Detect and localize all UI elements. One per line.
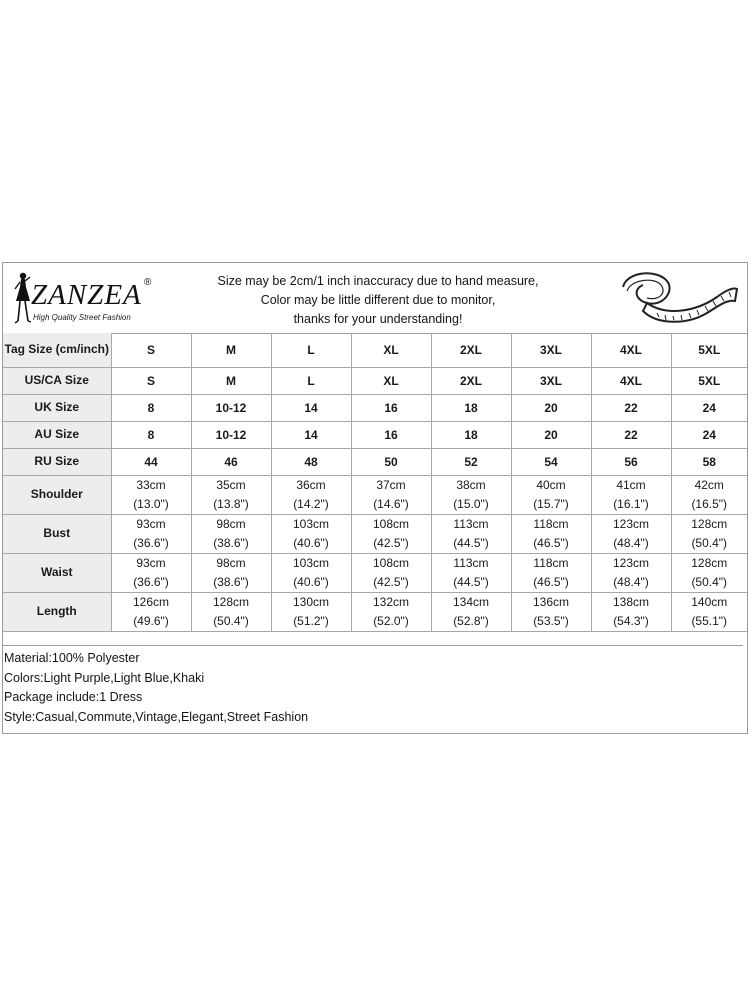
measure-cell	[191, 592, 271, 631]
ru-size-row	[3, 448, 747, 475]
fashion-figure-icon	[9, 271, 33, 325]
size-cell: S	[111, 367, 191, 394]
size-cell: 14	[271, 394, 351, 421]
cm-value: 128cm	[212, 594, 250, 609]
inch-value: (40.6")	[293, 574, 329, 589]
size-cell: 16	[351, 421, 431, 448]
cm-value: 118cm	[533, 555, 569, 570]
size-cell: 4XL	[591, 367, 671, 394]
size-cell: 8	[111, 421, 191, 448]
spec-style: Style:Casual,Commute,Vintage,Elegant,Street Fashion	[4, 709, 309, 724]
size-cell: 20	[511, 394, 591, 421]
size-header-cell: XL	[351, 333, 431, 367]
measure-cell	[591, 592, 671, 631]
size-cell: 24	[671, 394, 747, 421]
measure-cell	[431, 553, 511, 592]
notice-line: thanks for your understanding!	[293, 312, 463, 326]
notice-line: Size may be 2cm/1 inch inaccuracy due to hand measure,	[217, 274, 539, 288]
measure-cell	[671, 514, 747, 553]
spec-colors: Colors:Light Purple,Light Blue,Khaki	[4, 670, 205, 685]
size-cell: 20	[511, 421, 591, 448]
inch-value: (15.0")	[453, 496, 489, 511]
size-cell: 18	[431, 421, 511, 448]
row-label: RU Size	[3, 448, 111, 475]
row-label: US/CA Size	[3, 367, 111, 394]
inch-value: (46.5")	[533, 574, 569, 589]
measure-cell	[431, 475, 511, 514]
inch-value: (48.4")	[613, 535, 649, 550]
size-cell: 14	[271, 421, 351, 448]
size-cell: 46	[191, 448, 271, 475]
inch-value: (42.5")	[373, 574, 409, 589]
measure-cell	[511, 592, 591, 631]
measure-cell	[591, 514, 671, 553]
row-label: Waist	[3, 553, 111, 592]
row-label: Shoulder	[3, 475, 111, 514]
size-cell: XL	[351, 367, 431, 394]
us-ca-size-row	[3, 367, 747, 394]
cm-value: 98cm	[216, 555, 246, 570]
size-cell: 24	[671, 421, 747, 448]
brand-tagline: High Quality Street Fashion	[33, 313, 131, 322]
tag-size-label: Tag Size (cm/inch)	[3, 333, 111, 367]
inch-value: (40.6")	[293, 535, 329, 550]
size-cell: 58	[671, 448, 747, 475]
length-row	[3, 592, 747, 631]
cm-value: 42cm	[694, 477, 724, 492]
tag-size-row	[3, 333, 747, 367]
cm-value: 123cm	[612, 516, 650, 531]
size-cell: 10-12	[191, 394, 271, 421]
cm-value: 103cm	[292, 516, 330, 531]
measure-cell	[191, 475, 271, 514]
measure-cell	[351, 592, 431, 631]
spec-package: Package include:1 Dress	[4, 690, 143, 704]
size-header-cell: 3XL	[511, 333, 591, 367]
cm-value: 93cm	[136, 516, 166, 531]
cm-value: 113cm	[453, 555, 489, 570]
cm-value: 140cm	[691, 594, 728, 609]
size-header-cell: L	[271, 333, 351, 367]
cm-value: 103cm	[292, 555, 330, 570]
size-header-cell: 2XL	[431, 333, 511, 367]
size-header-cell: 5XL	[671, 333, 747, 367]
size-cell: 22	[591, 421, 671, 448]
inch-value: (55.1")	[691, 613, 728, 628]
measure-cell	[271, 553, 351, 592]
waist-row	[3, 553, 747, 592]
cm-value: 37cm	[376, 477, 406, 492]
measuring-tape-icon	[617, 267, 741, 329]
cm-value: 136cm	[532, 594, 570, 609]
inch-value: (38.6")	[213, 535, 249, 550]
inch-value: (42.5")	[373, 535, 409, 550]
accuracy-notice	[183, 272, 573, 329]
cm-value: 126cm	[132, 594, 170, 609]
inch-value: (36.6")	[133, 574, 169, 589]
inch-value: (50.4")	[691, 574, 728, 589]
inch-value: (44.5")	[453, 535, 489, 550]
size-cell: 52	[431, 448, 511, 475]
size-header-cell: S	[111, 333, 191, 367]
cm-value: 130cm	[292, 594, 330, 609]
inch-value: (14.6")	[373, 496, 409, 511]
size-cell: L	[271, 367, 351, 394]
cm-value: 113cm	[453, 516, 489, 531]
size-cell: 18	[431, 394, 511, 421]
cm-value: 33cm	[136, 477, 166, 492]
measure-cell	[191, 553, 271, 592]
size-chart-header	[3, 263, 747, 334]
cm-value: 35cm	[216, 477, 246, 492]
cm-value: 108cm	[372, 516, 410, 531]
size-cell: 48	[271, 448, 351, 475]
measure-cell	[111, 592, 191, 631]
size-cell: 16	[351, 394, 431, 421]
inch-value: (13.0")	[133, 496, 169, 511]
size-cell: 54	[511, 448, 591, 475]
size-cell: 3XL	[511, 367, 591, 394]
size-chart-sheet	[2, 262, 748, 734]
inch-value: (49.6")	[133, 613, 169, 628]
measure-cell	[111, 475, 191, 514]
measure-cell	[591, 475, 671, 514]
bust-row	[3, 514, 747, 553]
size-cell: 8	[111, 394, 191, 421]
inch-value: (53.5")	[533, 613, 569, 628]
inch-value: (50.4")	[691, 535, 728, 550]
cm-value: 118cm	[533, 516, 569, 531]
registered-mark: ®	[144, 277, 152, 288]
size-cell: 2XL	[431, 367, 511, 394]
measure-cell	[351, 553, 431, 592]
cm-value: 41cm	[616, 477, 646, 492]
cm-value: 123cm	[612, 555, 650, 570]
size-cell: 50	[351, 448, 431, 475]
measure-cell	[271, 514, 351, 553]
measure-cell	[511, 514, 591, 553]
size-cell: 5XL	[671, 367, 747, 394]
cm-value: 132cm	[372, 594, 410, 609]
inch-value: (50.4")	[213, 613, 249, 628]
measure-cell	[511, 553, 591, 592]
measure-cell	[111, 514, 191, 553]
inch-value: (16.5")	[691, 496, 728, 511]
measure-cell	[671, 475, 747, 514]
measure-cell	[191, 514, 271, 553]
inch-value: (52.8")	[453, 613, 489, 628]
measure-cell	[271, 592, 351, 631]
row-label: Bust	[3, 514, 111, 553]
product-specs	[3, 645, 743, 727]
row-label: Length	[3, 592, 111, 631]
cm-value: 134cm	[452, 594, 490, 609]
inch-value: (54.3")	[613, 613, 649, 628]
measure-cell	[431, 592, 511, 631]
cm-value: 128cm	[691, 516, 728, 531]
size-header-cell: M	[191, 333, 271, 367]
cm-value: 93cm	[136, 555, 166, 570]
size-cell: 56	[591, 448, 671, 475]
measure-cell	[111, 553, 191, 592]
row-label: AU Size	[3, 421, 111, 448]
measure-cell	[271, 475, 351, 514]
cm-value: 108cm	[372, 555, 410, 570]
inch-value: (46.5")	[533, 535, 569, 550]
size-cell: M	[191, 367, 271, 394]
measure-cell	[351, 514, 431, 553]
measure-cell	[511, 475, 591, 514]
inch-value: (48.4")	[613, 574, 649, 589]
au-size-row	[3, 421, 747, 448]
measure-cell	[671, 553, 747, 592]
inch-value: (38.6")	[213, 574, 249, 589]
size-table	[3, 333, 747, 632]
cm-value: 98cm	[216, 516, 246, 531]
measure-cell	[671, 592, 747, 631]
brand-name: ZANZEA	[31, 279, 142, 311]
size-cell: 44	[111, 448, 191, 475]
cm-value: 128cm	[691, 555, 728, 570]
inch-value: (15.7")	[533, 496, 569, 511]
row-label: UK Size	[3, 394, 111, 421]
inch-value: (16.1")	[613, 496, 649, 511]
size-cell: 10-12	[191, 421, 271, 448]
size-cell: 22	[591, 394, 671, 421]
notice-line: Color may be little different due to monitor,	[260, 293, 496, 307]
uk-size-row	[3, 394, 747, 421]
cm-value: 138cm	[612, 594, 650, 609]
inch-value: (51.2")	[293, 613, 329, 628]
brand-logo	[9, 271, 159, 327]
size-header-cell: 4XL	[591, 333, 671, 367]
cm-value: 38cm	[456, 477, 486, 492]
spec-material: Material:100% Polyester	[4, 651, 140, 665]
inch-value: (52.0")	[373, 613, 409, 628]
cm-value: 40cm	[536, 477, 566, 492]
cm-value: 36cm	[296, 477, 326, 492]
inch-value: (13.8")	[213, 496, 249, 511]
shoulder-row	[3, 475, 747, 514]
measure-cell	[431, 514, 511, 553]
inch-value: (44.5")	[453, 574, 489, 589]
inch-value: (14.2")	[293, 496, 329, 511]
inch-value: (36.6")	[133, 535, 169, 550]
measure-cell	[591, 553, 671, 592]
measure-cell	[351, 475, 431, 514]
